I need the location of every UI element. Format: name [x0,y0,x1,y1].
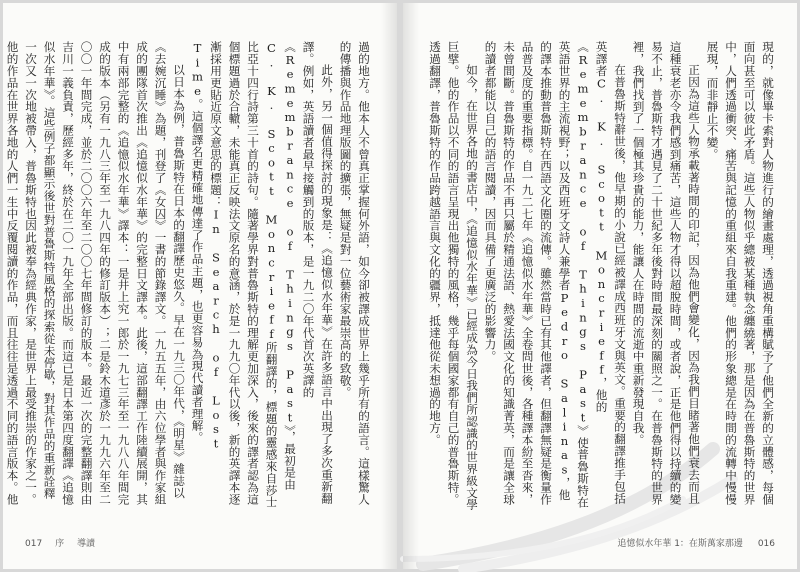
right-page-body [428,41,777,511]
paragraph: 正因為這些人物承載著時間的印記，因為他們會變化，因為我們目睹著他們衰去而且這種衰老亦令我們感到痛苦，這些人物才得以超脫時間，或者說，正是他們得以持續的變易不止，普魯斯特才遇見了二十世紀多年後對時間最深刻的關照之一。在普魯斯特的世界裡，我們找到了一個極其珍貴的能力，能讓人在時間的流逝中重新發現自我。 [631,41,701,506]
paragraph: 如今，在世界各地的書店中，《追憶似水年華》已經成為今日我們所認識的世界級文學巨擘。他的作品以不同的語言呈現出他獨特的風格，幾乎每個國家都有自己的普魯斯特。透過翻譯，普魯斯特的作品跨越語言與文化的疆界，抵達他從未想過的地方。 [428,41,479,511]
right-page [403,3,797,569]
gutter-shadow [403,3,419,569]
paragraph: 以日本為例，普魯斯特在日本的翻譯歷史悠久。早在一九三〇年代，《明星》雜誌以《去婉沉睡》為題，刊登了《女囚》一書的節錄譯文。一九五五年，由六位學者與作家組成的團隊首次推出《追憶似水年華》的完整日文譯本。此後，這部翻譯工作陸續展開，其中有兩部完整的《追憶似水年華》譯本：一是井上究一郎於一九七三年至一九八八年間完成的版本（另有一九八三年至一九八四年的修訂版本）；二是鈴木道彥於一九九六年至二〇〇一年間完成，並於二〇〇六年至二〇〇七年間修訂的版本。最近一次的完整翻譯則由吉川一義負責，歷經多年，終於在二〇一九年全部出版。而這已是日本第四度翻譯《追憶似水年華》。這些例子都顯示後世對普魯斯特風格的探索從未停歇，對其作品的重新詮釋一次又一次地被帶入，普魯斯特也因此被奉為經典作家，是世界上最受推崇的作家之一。他的作品在世界各地的人們一生中反覆閱讀的作品，而且往往是透過不同的語言版本。他 [5,41,186,506]
gutter-shadow [381,3,397,569]
paragraph: 現的，就像畢卡索對人物進行的繪畫處理，透過視角重構賦予了他們全新的立體感，每個面向甚至可以彼此矛盾。這些人物似乎總被某種執念纏繞著，那是因為在普魯斯特的世界中，人們透過衝突、痛苦與記憶的重組來自我重建。他們的形象總是在時間的流轉中慢慢展現，而非靜止不變。 [705,41,775,506]
paragraph: 此外，另一個值得探討的現象是：《追憶似水年華》在許多語言中出現了多次重新翻譯。例如，英語讀者最早接觸到的版本，是一九二〇年代首次英譯的《Remembrance of Things Past》，最初是由C. K. Scott Moncrieff所翻譯的，標題的靈感來自莎士比亞十四行詩第三十首的詩句。隨著學界對普魯斯特的理解更加深入，後來的譯者認為這個標題過於合轍，未能真正反映法文原名的意涵，於是一九九〇年代以後，新的英譯本逐漸採用更貼近原文意思的標題：In Search of Lost Time。這個譯名更精確地傳達了作品主題，也更容易為現代讀者理解。 [190,41,334,508]
page-number: 017 [25,539,43,549]
page-number: 016 [757,539,775,549]
section-mark: 序 [55,539,65,549]
left-page-footer [25,536,105,549]
paragraph: 在普魯斯特辭世後，他早期的小說已經被譯成西班牙文與英文。重要的翻譯推手包括英譯者C. K. Scott Moncrieff，他的《Remembrance of Things Past》使普魯斯特在英語世界的主流視野；以及西班牙文詩人兼學者Pedro Salinas，他的譯本推動普魯斯特在西語文化圈的流傳。雖然當時已有其他譯者，但翻譯無疑是衡量作品普及度的重要指標。自一九二七年《追憶似水年華》全卷問世後，各種譯本紛至沓來，未曾間斷。普魯斯特的作品不再只屬於精通法語、熱愛法國文化的知識菁英，而是讓全球的讀者都能以自己的語言閱讀，因而具備了更廣泛的影響力。 [483,41,627,508]
left-page-body [5,41,373,511]
book-title: 追憶似水年華 1：在斯萬家那邊 [617,539,743,549]
right-page-footer [605,536,775,549]
section-title: 導讀 [76,539,95,549]
left-page [3,3,397,569]
paragraph: 過的地方。他本人不曾真正掌握何外語，如今卻被譯成世界上幾乎所有的語言。這樣驚人的傳播與作品地理版圖的擴張，無疑是對一位藝術家最崇高的致敬。 [338,41,371,506]
